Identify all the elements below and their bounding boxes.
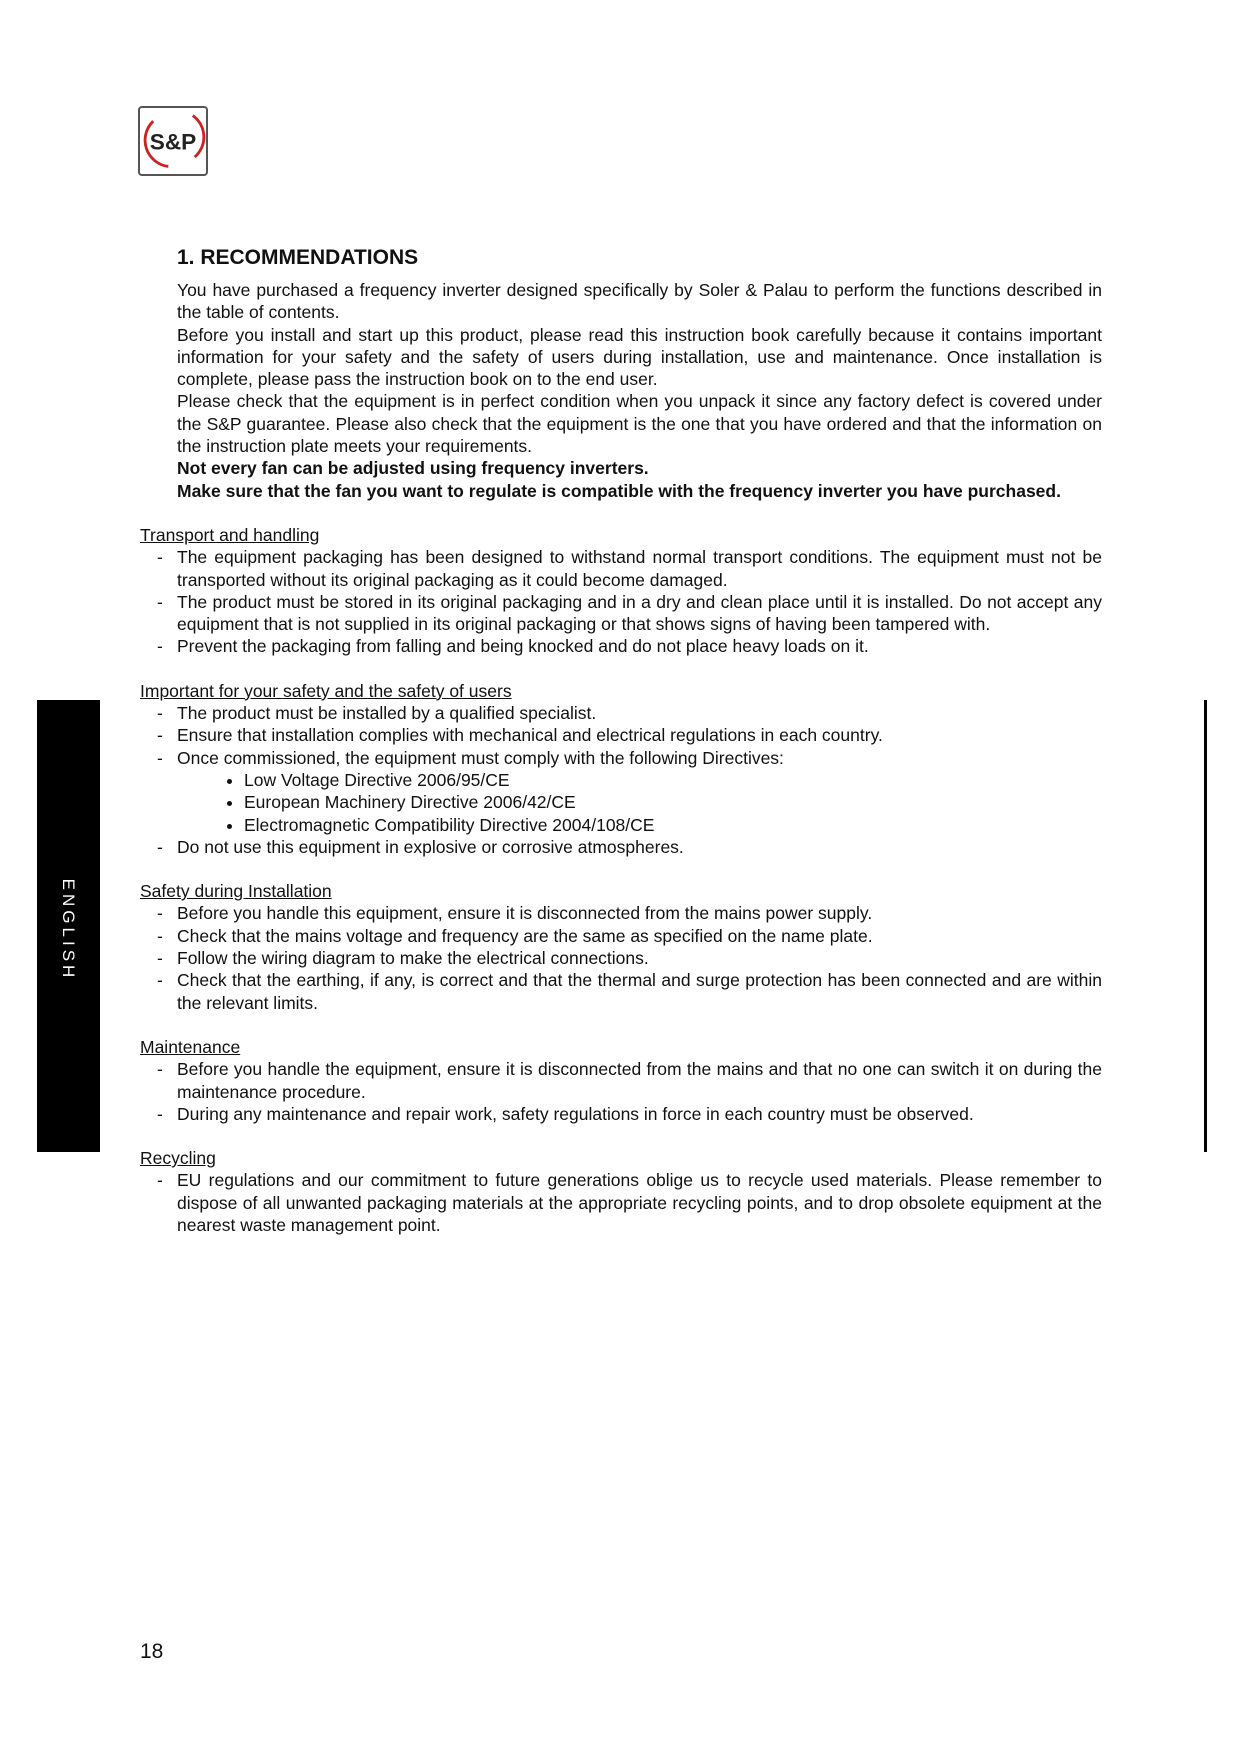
list-item: - Check that the earthing, if any, is correct and that the thermal and surge protection has been connected and are within the relevant limits. [177, 969, 1102, 1014]
page-number: 18 [140, 1640, 164, 1663]
list-item: - The product must be installed by a qualified specialist. [177, 702, 1102, 724]
list-item: - Check that the mains voltage and frequency are the same as specified on the name plate. [177, 925, 1102, 947]
section-title-safety: Important for your safety and the safety of users [140, 680, 512, 701]
section-installation [140, 880, 1102, 1014]
logo-text: S&P [149, 129, 197, 155]
list-item: - Ensure that installation complies with mechanical and electrical regulations in each country. [177, 724, 1102, 746]
section-title-maintenance: Maintenance [140, 1036, 241, 1057]
right-margin-rule [1204, 700, 1207, 1152]
section-safety [140, 680, 1102, 858]
list-item: - Follow the wiring diagram to make the electrical connections. [177, 947, 1102, 969]
list-item: - Prevent the packaging from falling and being knocked and do not place heavy loads on it. [177, 635, 1102, 657]
section-maintenance [140, 1036, 1102, 1125]
section-transport [140, 524, 1102, 658]
section-title-transport: Transport and handling [140, 524, 320, 545]
list-item: - Once commissioned, the equipment must comply with the following Directives: [177, 747, 1102, 769]
intro-paragraph: Before you install and start up this product, please read this instruction book carefully because it contains important information for your safety and the safety of users during installation, use and maintenance. Once installation is complete, please pass the instruction book on to the end user. [177, 324, 1102, 390]
list-item: - EU regulations and our commitment to future generations oblige us to recycle used materials. Please remember to dispose of all unwanted packaging materials at the appropriate recycling points, and to drop obsolete equipment at the nearest waste management point. [177, 1169, 1102, 1236]
list-item: - The product must be stored in its original packaging and in a dry and clean place until it is installed. Do not accept any equipment that is not supplied in its original packaging or that shows signs of having been tampered with. [177, 591, 1102, 636]
page-title: 1. RECOMMENDATIONS [177, 246, 419, 269]
intro-block [177, 279, 1102, 502]
sp-logo [138, 106, 208, 176]
intro-paragraph: You have purchased a frequency inverter designed specifically by Soler & Palau to perform the functions described in the table of contents. [177, 280, 1102, 323]
section-recycling [140, 1147, 1102, 1236]
directives-list [140, 769, 1102, 836]
page-content [140, 244, 1102, 1236]
list-item: - Before you handle this equipment, ensure it is disconnected from the mains power supply. [177, 902, 1102, 924]
list-item: - During any maintenance and repair work, safety regulations in force in each country must be observed. [177, 1103, 1102, 1125]
language-tab-label: ENGLISH [59, 878, 78, 982]
directive-item: • Electromagnetic Compatibility Directive 2004/108/CE [244, 814, 1102, 836]
list-item: - Before you handle the equipment, ensure it is disconnected from the mains and that no one can switch it on during the maintenance procedure. [177, 1058, 1102, 1103]
section-title-recycling: Recycling [140, 1148, 216, 1169]
intro-warning: Not every fan can be adjusted using frequency inverters. [177, 458, 649, 479]
list-item: - The equipment packaging has been designed to withstand normal transport conditions. The equipment must not be transported without its original packaging as it could become damaged. [177, 546, 1102, 591]
section-title-installation: Safety during Installation [140, 881, 332, 902]
directive-item: • Low Voltage Directive 2006/95/CE [244, 769, 1102, 791]
list-item: - Do not use this equipment in explosive or corrosive atmospheres. [177, 836, 1102, 858]
intro-paragraph: Please check that the equipment is in perfect condition when you unpack it since any factory defect is covered under the S&P guarantee. Please also check that the equipment is the one that you have ordered and that the information on the instruction plate meets your requirements. [177, 391, 1102, 457]
sp-logo-mark [140, 108, 206, 174]
intro-warning: Make sure that the fan you want to regulate is compatible with the frequency inverter you have purchased. [177, 480, 1061, 501]
directive-item: • European Machinery Directive 2006/42/CE [244, 791, 1102, 813]
